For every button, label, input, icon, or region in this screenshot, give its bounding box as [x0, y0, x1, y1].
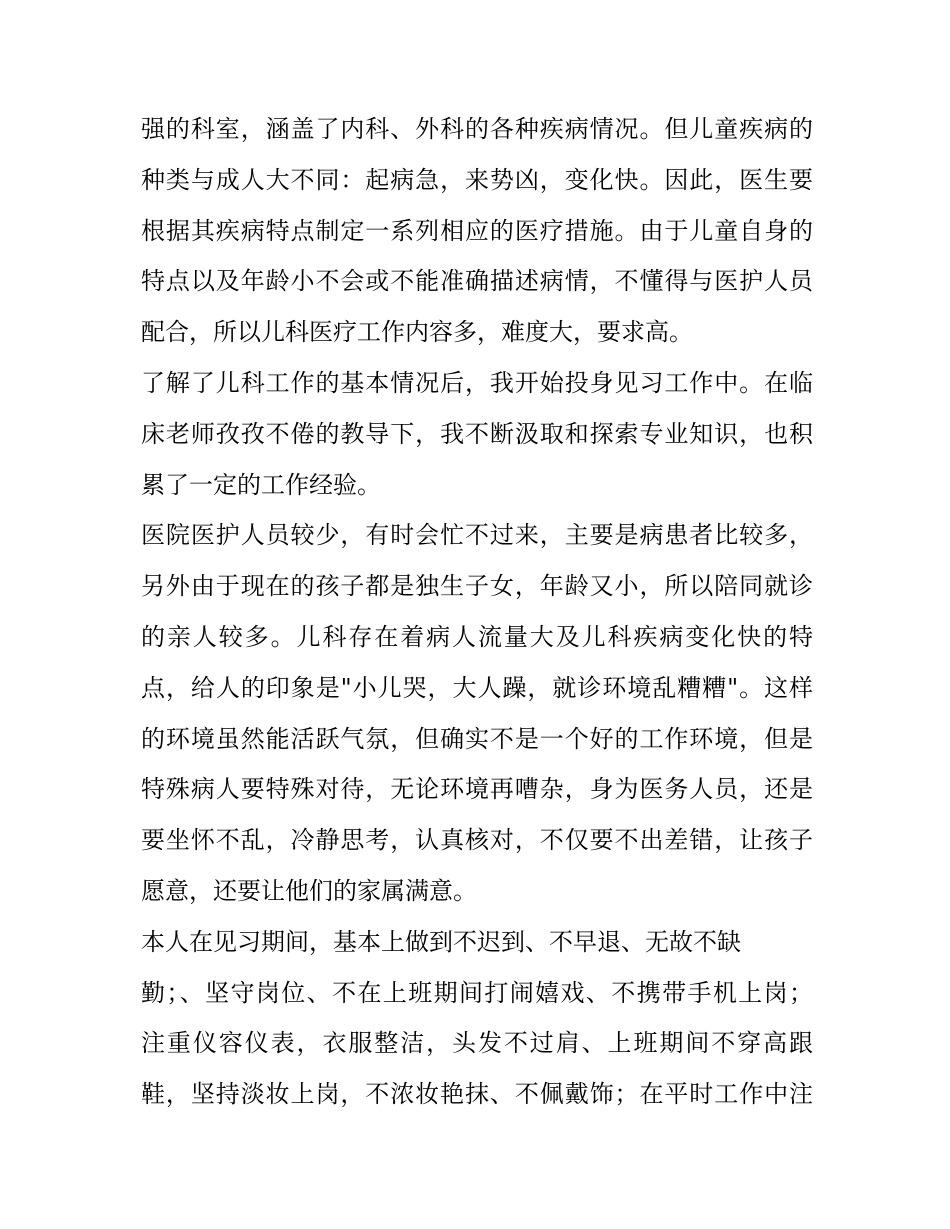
text-line: 点，给人的印象是"小儿哭，大人躁，就诊环境乱糟糟"。这样: [141, 673, 813, 702]
text-line: 另外由于现在的孩子都是独生子女，年龄又小，所以陪同就诊: [141, 572, 813, 601]
text-line: 的亲人较多。儿科存在着病人流量大及儿科疾病变化快的特: [141, 622, 813, 651]
text-line: 愿意，还要让他们的家属满意。: [141, 876, 477, 905]
text-line: 累了一定的工作经验。: [141, 470, 381, 499]
text-line: 特点以及年龄小不会或不能准确描述病情，不懂得与医护人员: [141, 267, 813, 296]
text-line: 要坐怀不乱，冷静思考，认真核对，不仅要不出差错，让孩子: [141, 826, 813, 855]
text-line: 床老师孜孜不倦的教导下，我不断汲取和探索专业知识，也积: [141, 419, 813, 448]
text-line: 配合，所以儿科医疗工作内容多，难度大，要求高。: [141, 318, 693, 347]
text-line: 根据其疾病特点制定一系列相应的医疗措施。由于儿童自身的: [141, 216, 813, 245]
text-line: 了解了儿科工作的基本情况后，我开始投身见习工作中。在临: [141, 368, 813, 397]
document-body: [141, 104, 813, 1120]
text-line: 强的科室，涵盖了内科、外科的各种疾病情况。但儿童疾病的: [141, 115, 813, 143]
text-line: 本人在见习期间，基本上做到不迟到、不早退、无故不缺: [141, 927, 741, 956]
text-line: 种类与成人大不同：起病急，来势凶，变化快。因此，医生要: [141, 165, 813, 194]
text-line: 勤；、坚守岗位、不在上班期间打闹嬉戏、不携带手机上岗；: [141, 978, 813, 1007]
text-line: 医院医护人员较少，有时会忙不过来，主要是病患者比较多，: [141, 521, 813, 550]
text-line: 的环境虽然能活跃气氛，但确实不是一个好的工作环境，但是: [141, 724, 813, 753]
text-line: 注重仪容仪表，衣服整洁，头发不过肩、上班期间不穿高跟: [141, 1029, 813, 1058]
text-line: 鞋，坚持淡妆上岗，不浓妆艳抹、不佩戴饰；在平时工作中注: [141, 1080, 813, 1109]
text-line: 特殊病人要特殊对待，无论环境再嘈杂，身为医务人员，还是: [141, 775, 813, 804]
